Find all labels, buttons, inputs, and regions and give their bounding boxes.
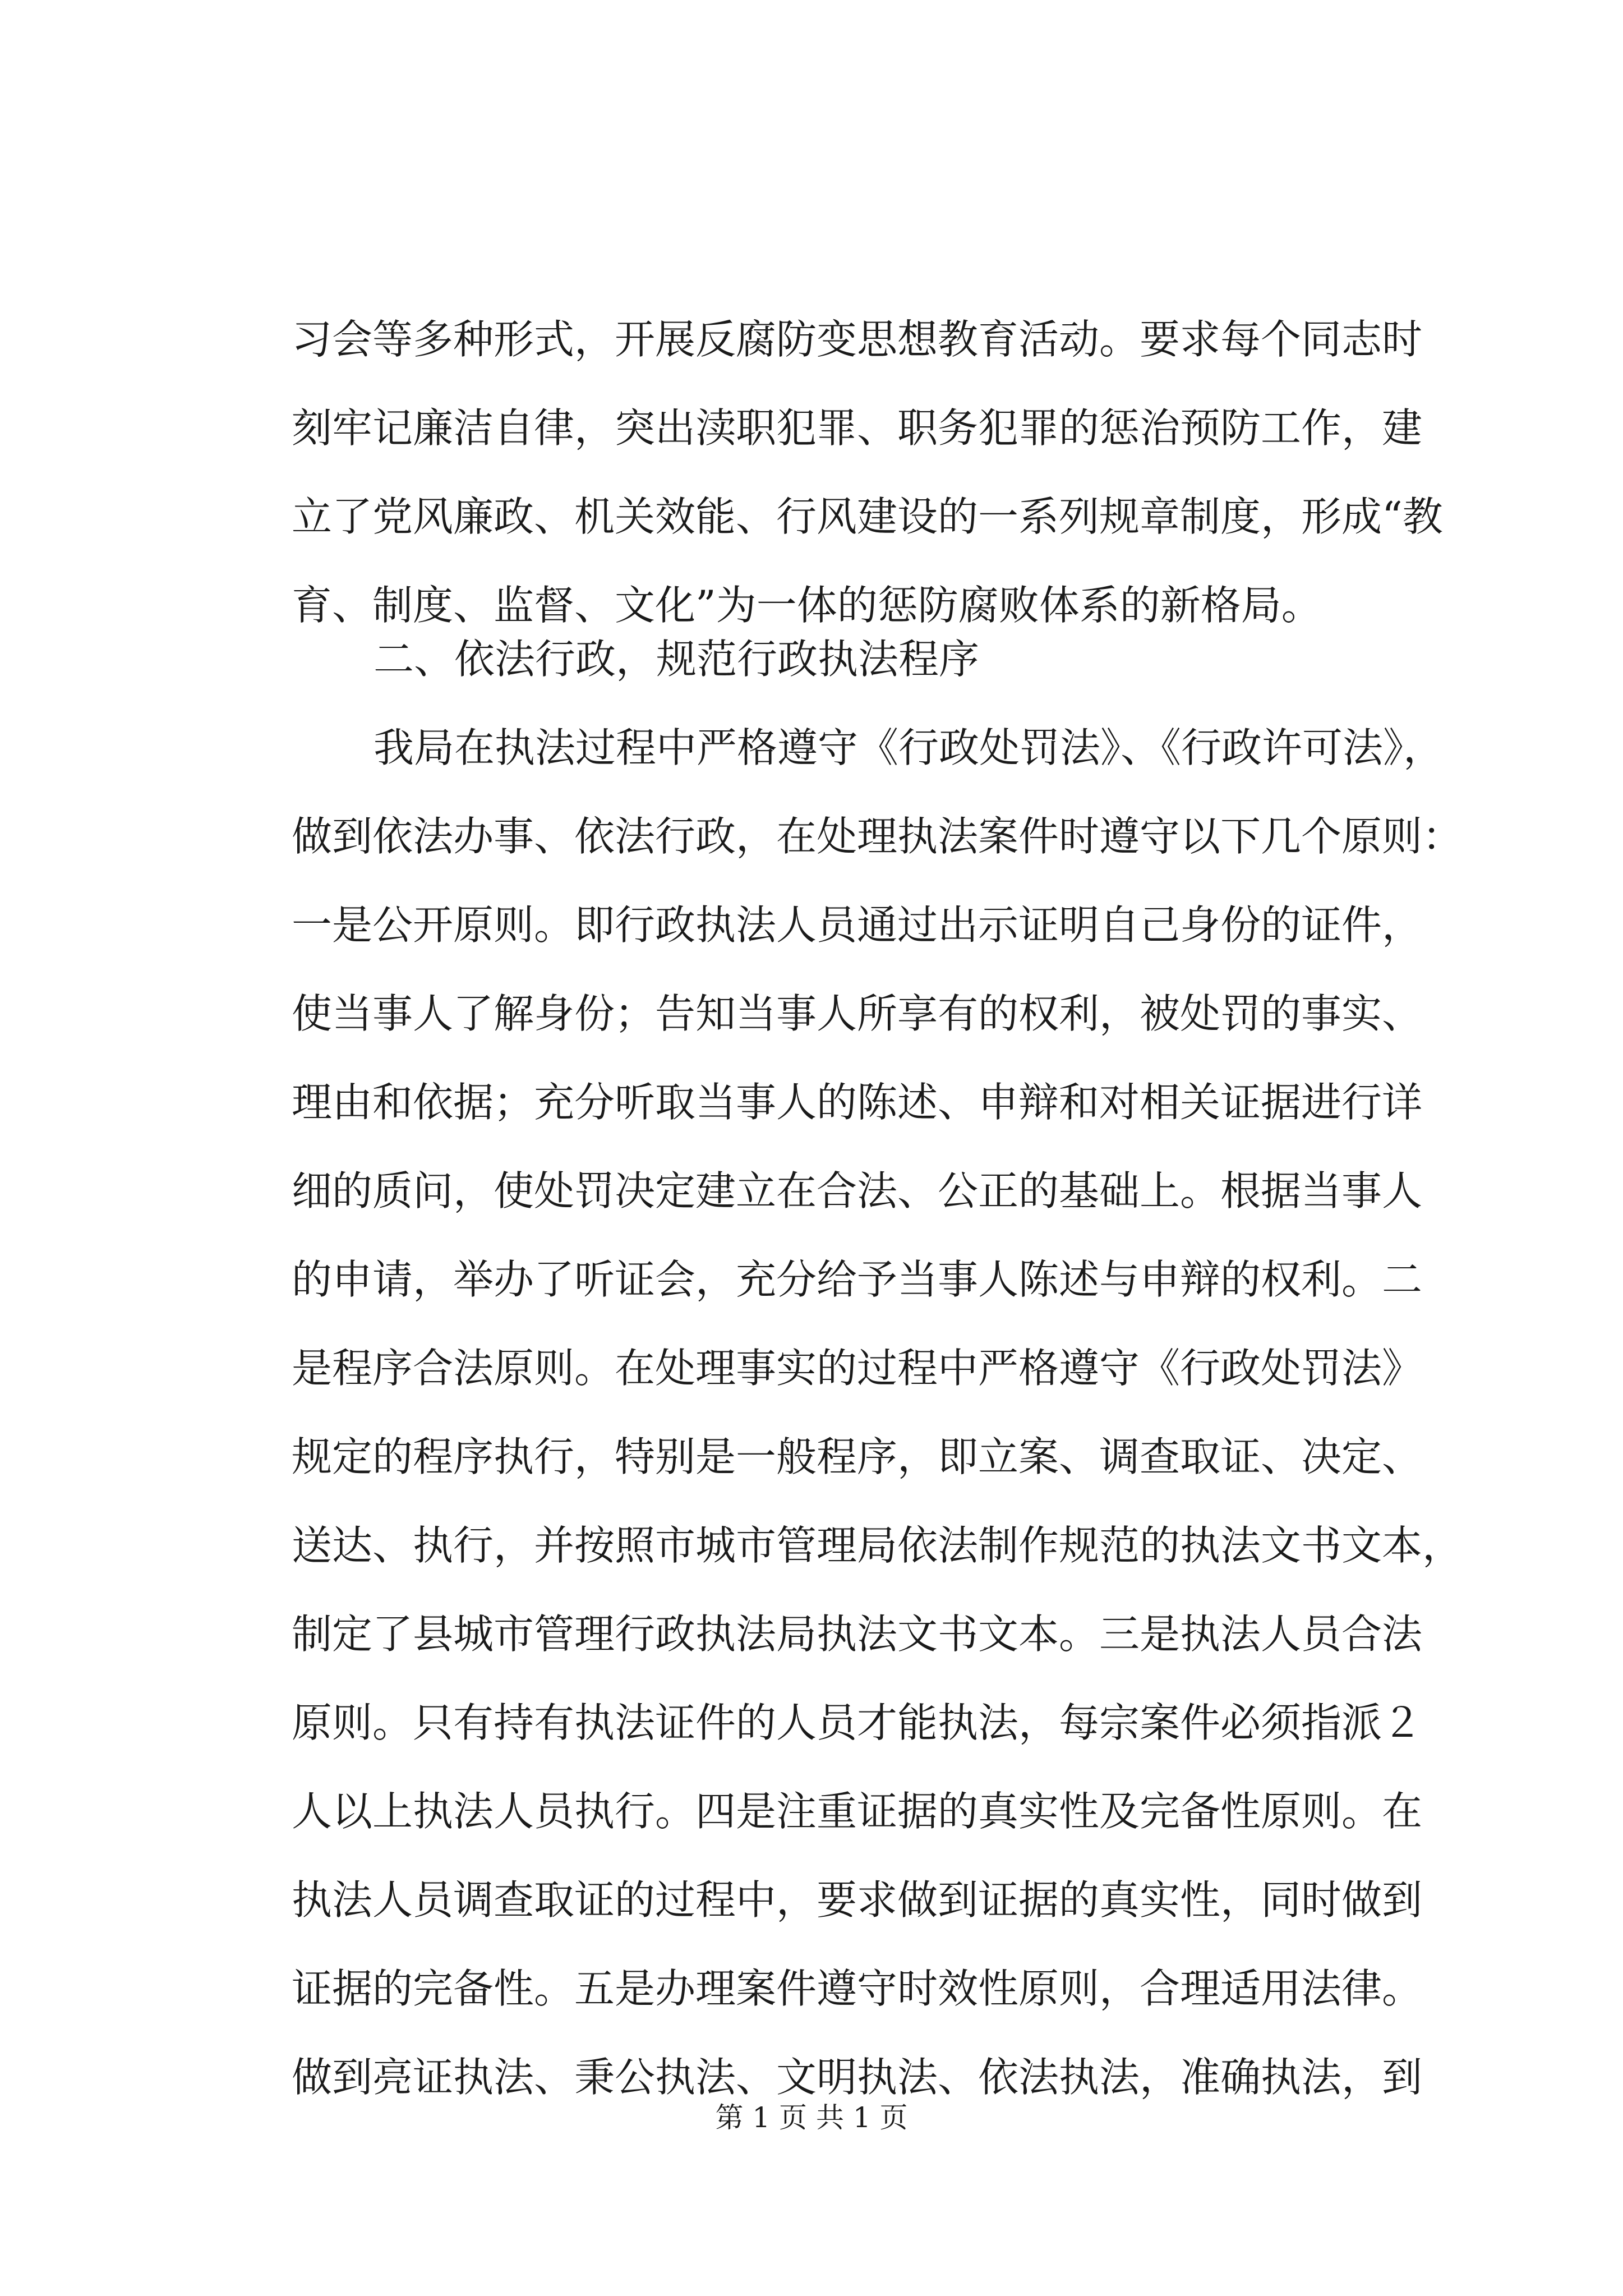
paragraph-line: 理由和依据；充分听取当事人的陈述、申辩和对相关证据进行详: [292, 1079, 1423, 1126]
paragraph-line: 的申请，举办了听证会，充分给予当事人陈述与申辩的权利。二: [292, 1256, 1423, 1303]
paragraph-line: 做到依法办事、依法行政，在处理执法案件时遵守以下几个原则：: [292, 813, 1463, 860]
paragraph-line: 我局在执法过程中严格遵守《行政处罚法》、《行政许可法》，: [374, 724, 1444, 771]
paragraph-line: 刻牢记廉洁自律，突出渎职犯罪、职务犯罪的惩治预防工作，建: [292, 404, 1423, 452]
paragraph-line: 立了党风廉政、机关效能、行风建设的一系列规章制度，形成“教: [292, 493, 1443, 540]
paragraph-line: 使当事人了解身份；告知当事人所享有的权利，被处罚的事实、: [292, 990, 1423, 1037]
paragraph-line: 育、制度、监督、文化”为一体的惩防腐败体系的新格局。: [292, 582, 1322, 629]
paragraph-line: 规定的程序执行，特别是一般程序，即立案、调查取证、决定、: [292, 1433, 1423, 1480]
page-number-label: 第 1 页 共 1 页: [715, 2101, 908, 2134]
paragraph-line: 做到亮证执法、秉公执法、文明执法、依法执法，准确执法，到: [292, 2054, 1423, 2101]
paragraph-line: 证据的完备性。五是办理案件遵守时效性原则，合理适用法律。: [292, 1965, 1423, 2012]
paragraph-line: 原则。只有持有执法证件的人员才能执法，每宗案件必须指派２: [292, 1699, 1423, 1746]
paragraph-line: 制定了县城市管理行政执法局执法文书文本。三是执法人员合法: [292, 1611, 1423, 1658]
paragraph-line: 人以上执法人员执行。四是注重证据的真实性及完备性原则。在: [292, 1788, 1423, 1835]
page-footer: [0, 2095, 1623, 2140]
paragraph-line: 送达、执行，并按照市城市管理局依法制作规范的执法文书文本，: [292, 1522, 1463, 1569]
paragraph-line: 执法人员调查取证的过程中，要求做到证据的真实性，同时做到: [292, 1876, 1423, 1924]
paragraph-line: 细的质问，使处罚决定建立在合法、公正的基础上。根据当事人: [292, 1167, 1423, 1214]
paragraph-line: 习会等多种形式，开展反腐防变思想教育活动。要求每个同志时: [292, 316, 1423, 363]
paragraph-line: 一是公开原则。即行政执法人员通过出示证明自己身份的证件，: [292, 901, 1423, 949]
section-heading: 二、依法行政，规范行政执法程序: [374, 636, 980, 683]
paragraph-line: 是程序合法原则。在处理事实的过程中严格遵守《行政处罚法》: [292, 1345, 1423, 1392]
